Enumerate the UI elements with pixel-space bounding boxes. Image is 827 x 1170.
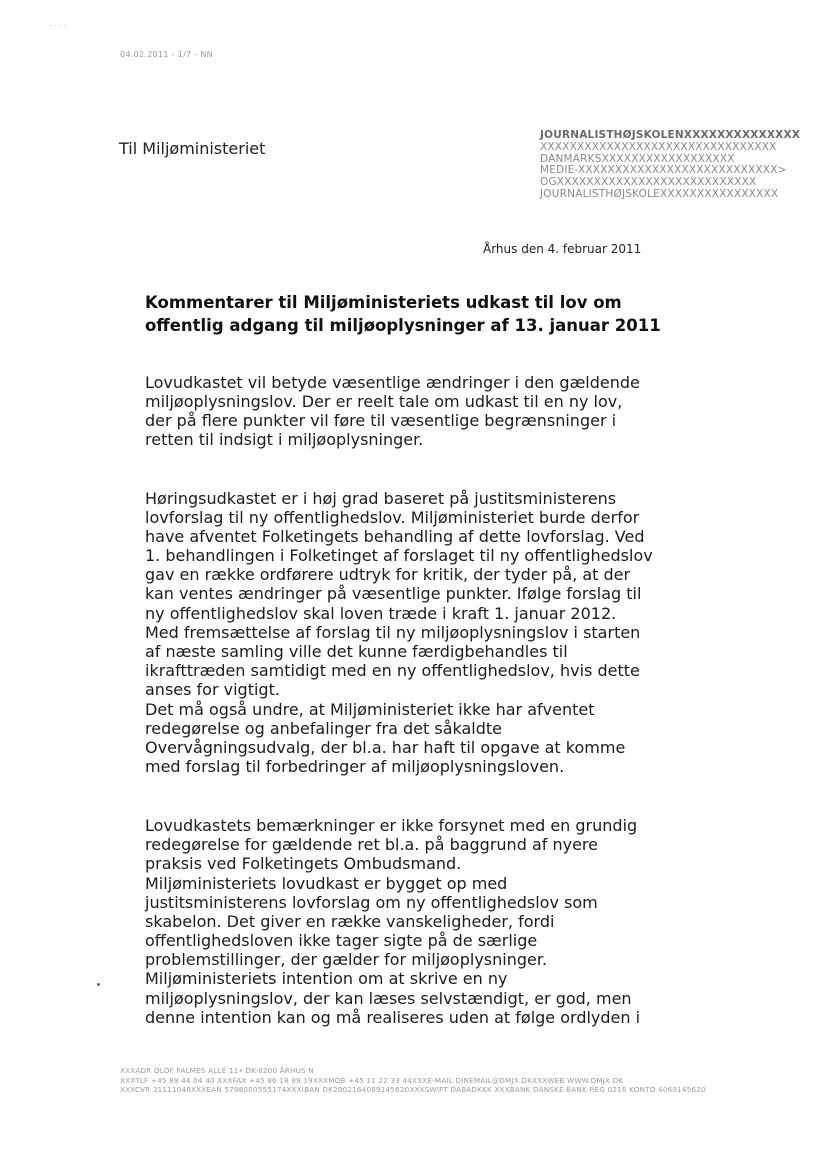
page-reference: 04.02.2011 - 1/7 - NN [120,50,213,59]
paragraph: Lovudkastets bemærkninger er ikke forsynet med en grundig redegørelse for gældende ret bl.a. på baggrund af nyere praksis ved Folketingets Ombudsmand. [145,816,638,874]
letterhead-line: OGXXXXXXXXXXXXXXXXXXXXXXXXXXX [540,176,757,189]
scan-specks: · · · · [50,22,66,30]
recipient: Til Miljøministeriet [119,139,266,158]
footer-contact [120,1066,706,1095]
paragraph: Miljøministeriets lovudkast er bygget op med justitsministerens lovforslag om ny offentlighedslov som skabelon. Det giver en række vanskeligheder, fordi offentlighedsloven ikke tager sigte på de særlige problemstillinger, der gælder for miljøoplysninger. Miljøministeriets intention om at skrive en ny miljøoplysningslov, der kan læses selvstændigt, er god, men denne intention kan og må realiseres uden at følge ordlyden i [145,874,641,1027]
letterhead-logo [540,130,800,201]
paragraph: Det må også undre, at Miljøministeriet ikke har afventet redegørelse og anbefalinger fra det såkaldte Overvågningsudvalg, der bl.a. har haft til opgave at komme med forslag til forbedringer af miljøoplysningsloven. [145,700,626,777]
footer-line: XXXADR OLOF PALMES ALLÉ 11• DK-8200 ÅRHUS N [120,1066,314,1075]
letterhead-line: JOURNALISTHØJSKOLEXXXXXXXXXXXXXXXX [540,187,779,200]
document-title [145,291,661,337]
scan-speck [97,983,100,986]
letterhead-line: DANMARKSXXXXXXXXXXXXXXXXXX [540,152,735,165]
title-line: offentlig adgang til miljøoplysninger af 13. januar 2011 [145,316,661,335]
letterhead-line: JOURNALISTHØJSKOLENXXXXXXXXXXXXXX [540,129,801,141]
title-line: Kommentarer til Miljøministeriets udkast til lov om [145,293,622,312]
letter-date: Århus den 4. februar 2011 [483,242,642,256]
paragraph: Lovudkastet vil betyde væsentlige ændringer i den gældende miljøoplysningslov. Der er reelt tale om udkast til en ny lov, der på flere punkter vil føre til væsentlige begrænsninger i retten til indsigt i miljøoplysninger. [145,373,640,450]
footer-line: XXXCVR 31111048XXXEAN 5798000555174XXXIBAN DK2902164069145620XXXSWIFT DABADKKK XXXBANK DANSKE BANK REG 0216 KONTO 4069145620 [120,1085,706,1094]
letterhead-line: XXXXXXXXXXXXXXXXXXXXXXXXXXXXXXXX [540,140,777,153]
paragraph: Høringsudkastet er i høj grad baseret på justitsministerens lovforslag til ny offentlighedslov. Miljøministeriet burde derfor have afventet Folketingets behandling af dette lovforslag. Ved 1. behandlingen i Folketinget af forslaget til ny offentlighedslov gav en række ordførere udtryk for kritik, der tyder på, at der kan ventes ændringer på væsentlige punkter. Ifølge forslag til ny offentlighedslov skal loven træde i kraft 1. januar 2012. Med fremsættelse af forslag til ny miljøoplysningslov i starten af næste samling ville det kunne færdigbehandles til ikrafttræden samtidigt med en ny offentlighedslov, hvis dette anses for vigtigt. [145,489,653,699]
footer-line: XXXTLF +45 89 44 04 40 XXXFAX +45 86 18 89 19XXXMOB +45 11 22 33 44XXXE-MAIL DINEMAIL@DMJX.DKXXXWEB WWW.DMJX.DK [120,1075,624,1085]
letterhead-line: MEDIE-XXXXXXXXXXXXXXXXXXXXXXXXXXX> [540,164,787,177]
